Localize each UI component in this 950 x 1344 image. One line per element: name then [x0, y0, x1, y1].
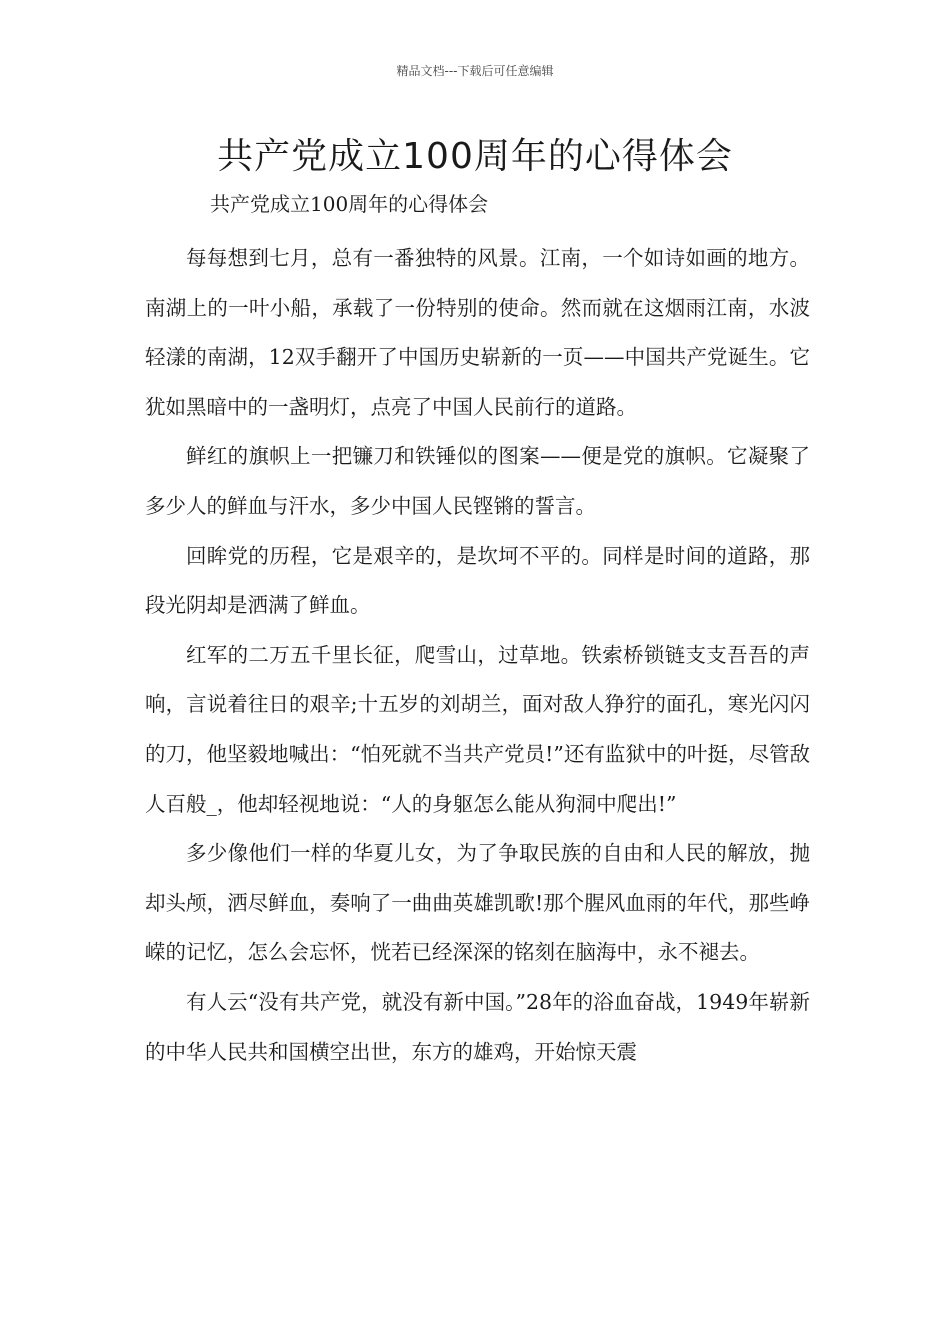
body-text [145, 234, 810, 1077]
paragraph: 鲜红的旗帜上一把镰刀和铁锤似的图案——便是党的旗帜。它凝聚了多少人的鲜血与汗水，多少中国人民铿锵的誓言。 [145, 444, 810, 518]
paragraph: 红军的二万五千里长征，爬雪山，过草地。铁索桥锁链支支吾吾的声响，言说着往日的艰辛;十五岁的刘胡兰，面对敌人狰狞的面孔，寒光闪闪的刀，他坚毅地喊出：“怕死就不当共产党员!”还有监狱中的叶挺，尽管敌人百般_，他却轻视地说：“人的身躯怎么能从狗洞中爬出!” [145, 642, 810, 816]
page-title: 共产党成立100周年的心得体会 [217, 136, 733, 177]
paragraph: 有人云“没有共产党，就没有新中国。”28年的浴血奋战，1949年崭新的中华人民共和国横空出世，东方的雄鸡，开始惊天震 [145, 989, 810, 1064]
paragraph: 多少像他们一样的华夏儿女，为了争取民族的自由和人民的解放，抛却头颅，洒尽鲜血，奏响了一曲曲英雄凯歌!那个腥风血雨的年代，那些峥嵘的记忆，怎么会忘怀，恍若已经深深的铭刻在脑海中，永不褪去。 [145, 841, 810, 965]
subtitle: 共产党成立100周年的心得体会 [210, 192, 489, 216]
header-note: 精品文档---下载后可任意编辑 [396, 64, 554, 78]
paragraph: 回眸党的历程，它是艰辛的，是坎坷不平的。同样是时间的道路，那段光阴却是洒满了鲜血。 [145, 543, 810, 618]
paragraph: 每每想到七月，总有一番独特的风景。江南，一个如诗如画的地方。南湖上的一叶小船，承载了一份特别的使命。然而就在这烟雨江南，水波轻漾的南湖，12双手翻开了中国历史崭新的一页——中国共产党诞生。它犹如黑暗中的一盏明灯，点亮了中国人民前行的道路。 [145, 246, 810, 419]
